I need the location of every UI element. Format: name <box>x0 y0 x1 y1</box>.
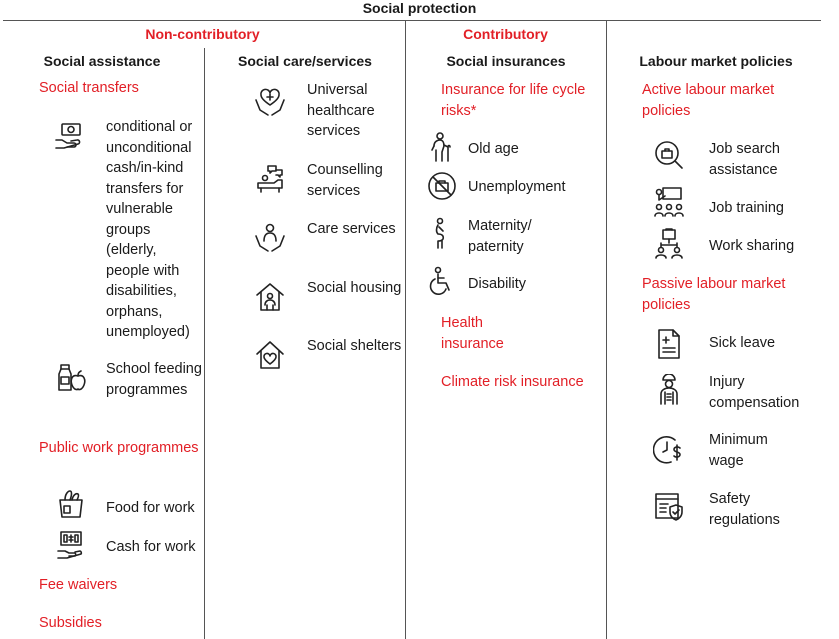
label-social-transfers: Social transfers <box>39 80 139 96</box>
divider-group <box>405 21 406 639</box>
divider-col1-col2 <box>204 48 205 639</box>
text-social-shelters: Social shelters <box>307 338 402 354</box>
text-school-feeding: School feeding programmes <box>106 361 202 398</box>
text-job-search: Job search assistance <box>709 141 780 178</box>
sick-leave-icon <box>653 328 685 360</box>
unemployment-icon <box>426 170 458 202</box>
injury-compensation-icon <box>653 374 685 406</box>
care-person-hands-icon <box>254 222 286 254</box>
text-counselling: Counselling services <box>307 162 383 199</box>
label-health-insurance: Health insurance <box>441 315 504 352</box>
label-fee-waivers: Fee waivers <box>39 577 118 593</box>
label-active-policies: Active labour market policies <box>642 82 775 119</box>
text-minimum-wage: Minimum wage <box>709 432 768 469</box>
label-life-cycle-insurance: Insurance for life cycle risks* <box>441 82 586 119</box>
text-maternity: Maternity/ paternity <box>468 218 532 255</box>
text-care-services: Care services <box>307 221 396 237</box>
text-food-for-work: Food for work <box>106 500 195 516</box>
healthcare-hands-icon <box>254 86 286 118</box>
maternity-icon <box>426 217 458 249</box>
text-social-housing: Social housing <box>307 280 402 296</box>
social-shelter-icon <box>254 339 286 371</box>
label-passive-policies: Passive labour market policies <box>642 276 786 313</box>
job-training-icon <box>653 186 685 218</box>
diagram-title: Social protection <box>362 0 477 16</box>
text-sick-leave: Sick leave <box>709 335 776 351</box>
disability-icon <box>426 266 458 298</box>
heading-social-assistance: Social assistance <box>43 53 161 69</box>
job-search-icon <box>653 139 685 171</box>
grocery-bag-icon <box>55 488 87 520</box>
text-universal-healthcare: Universal healthcare services <box>307 82 375 139</box>
text-injury-compensation: Injury compensation <box>709 374 800 411</box>
text-unemployment: Unemployment <box>468 179 566 195</box>
label-climate-risk-insurance: Climate risk insurance <box>441 374 584 390</box>
hand-money-icon <box>53 120 85 152</box>
label-subsidies: Subsidies <box>39 615 102 631</box>
text-work-sharing: Work sharing <box>709 238 795 254</box>
text-safety-regulations: Safety regulations <box>709 491 780 528</box>
text-job-training: Job training <box>709 200 784 216</box>
label-public-work: Public work programmes <box>39 440 199 456</box>
text-cash-for-work: Cash for work <box>106 539 196 555</box>
heading-social-care: Social care/services <box>238 53 372 69</box>
cash-hand-icon <box>55 529 87 561</box>
minimum-wage-icon <box>653 434 685 466</box>
text-cash-transfers: conditional or unconditional cash/in-kind transfers for vulnerable groups (elderly, people with disabilities, orphans, unemployed) <box>106 119 193 340</box>
group-non-contributory: Non-contributory <box>145 26 260 42</box>
social-housing-icon <box>254 281 286 313</box>
work-sharing-icon <box>653 228 685 260</box>
milk-apple-icon <box>55 362 87 394</box>
heading-social-insurances: Social insurances <box>446 53 566 69</box>
safety-regulations-icon <box>653 491 685 523</box>
heading-labour-market: Labour market policies <box>639 53 793 69</box>
text-disability: Disability <box>468 276 527 292</box>
group-contributory: Contributory <box>463 26 548 42</box>
old-age-icon <box>426 131 458 163</box>
divider-col3-col4 <box>606 21 607 639</box>
counselling-couch-icon <box>254 163 286 195</box>
text-old-age: Old age <box>468 141 519 157</box>
header-divider <box>3 20 821 21</box>
